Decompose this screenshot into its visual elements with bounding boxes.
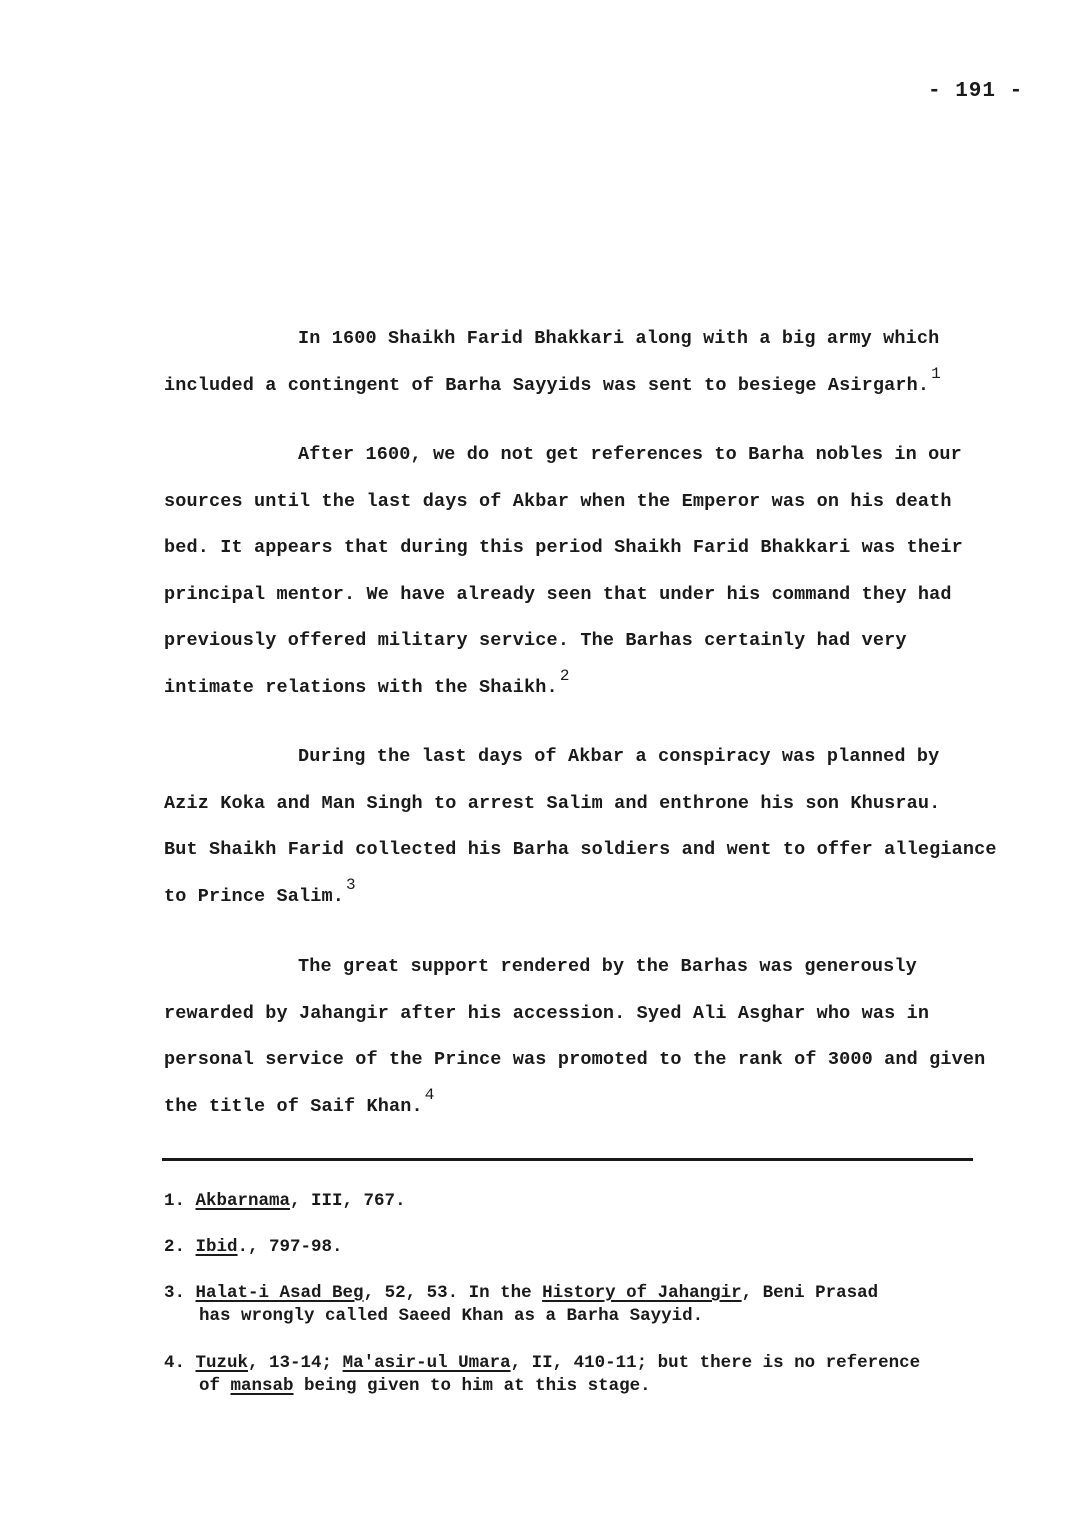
paragraph-line: personal service of the Prince was promoted to the rank of 3000 and given (164, 1049, 986, 1070)
paragraph-line: principal mentor. We have already seen that under his command they had (164, 583, 952, 605)
citation-title: Tuzuk (195, 1353, 249, 1373)
citation-title: Akbarnama (195, 1191, 291, 1211)
paragraph-line: In 1600 Shaikh Farid Bhakkari along with a big army which (298, 328, 940, 349)
page-number: - 191 - (928, 80, 1024, 103)
footnote-ref[interactable]: 3 (346, 876, 356, 895)
citation-title: Ma'asir-ul Umara (342, 1353, 511, 1373)
paragraph-1 (164, 316, 984, 409)
footnote-number: 1. (164, 1191, 186, 1211)
paragraph-line: The great support rendered by the Barhas was generously (298, 956, 917, 977)
citation-title: Halat-i Asad Beg (195, 1283, 364, 1303)
footnote-continuation: of mansab being given to him at this stage. (199, 1376, 651, 1396)
citation-title: Ibid (195, 1237, 238, 1257)
footnote-ref[interactable]: 4 (424, 1086, 435, 1105)
footnote-continuation: has wrongly called Saeed Khan as a Barha Sayyid. (199, 1306, 704, 1326)
paragraph-4 (164, 944, 984, 1130)
footnote-ref[interactable]: 1 (931, 365, 941, 384)
footnote-4: 4. Tuzuk, 13-14; Ma'asir-ul Umara, II, 410-11; but there is no reference of mansab being given to him at this stage. (164, 1353, 921, 1396)
paragraph-line: intimate relations with the Shaikh.$^2$ (164, 667, 570, 698)
paragraph-line: the title of Saif Khan.$^4$ (164, 1086, 435, 1117)
footnote-divider (162, 1158, 973, 1161)
paragraph-line: After 1600, we do not get references to Barha nobles in our (298, 444, 962, 465)
paragraph-3 (164, 734, 997, 920)
paragraph-line: to Prince Salim.$^3$ (164, 876, 356, 907)
citation-title: History of Jahangir (542, 1283, 742, 1303)
footnote-number: 4. (164, 1353, 186, 1373)
term-mansab: mansab (230, 1376, 294, 1396)
footnote-ref[interactable]: 2 (559, 667, 570, 686)
paragraph-line: But Shaikh Farid collected his Barha soldiers and went to offer allegiance (164, 839, 997, 860)
paragraph-line: sources until the last days of Akbar when the Emperor was on his death (164, 490, 952, 512)
paragraph-line: bed. It appears that during this period Shaikh Farid Bhakkari was their (164, 537, 963, 558)
footnote-2: 2. Ibid., 797-98. (164, 1237, 343, 1257)
paragraph-2 (164, 432, 984, 711)
paragraph-line: included a contingent of Barha Sayyids was sent to besiege Asirgarh.$^1$ (164, 365, 941, 396)
paragraph-line: During the last days of Akbar a conspiracy was planned by (298, 746, 940, 767)
footnote-1: 1. Akbarnama, III, 767. (164, 1191, 406, 1211)
footnote-number: 3. (164, 1283, 186, 1303)
paragraph-line: previously offered military service. The Barhas certainly had very (164, 630, 907, 651)
footnote-number: 2. (164, 1237, 186, 1257)
paragraph-line: Aziz Koka and Man Singh to arrest Salim and enthrone his son Khusrau. (164, 792, 941, 814)
footnote-3: 3. Halat-i Asad Beg, 52, 53. In the History of Jahangir, Beni Prasad has wrongly called Saeed Khan as a Barha Sayyid. (164, 1283, 879, 1326)
paragraph-line: rewarded by Jahangir after his accession. Syed Ali Asghar who was in (164, 1002, 930, 1024)
